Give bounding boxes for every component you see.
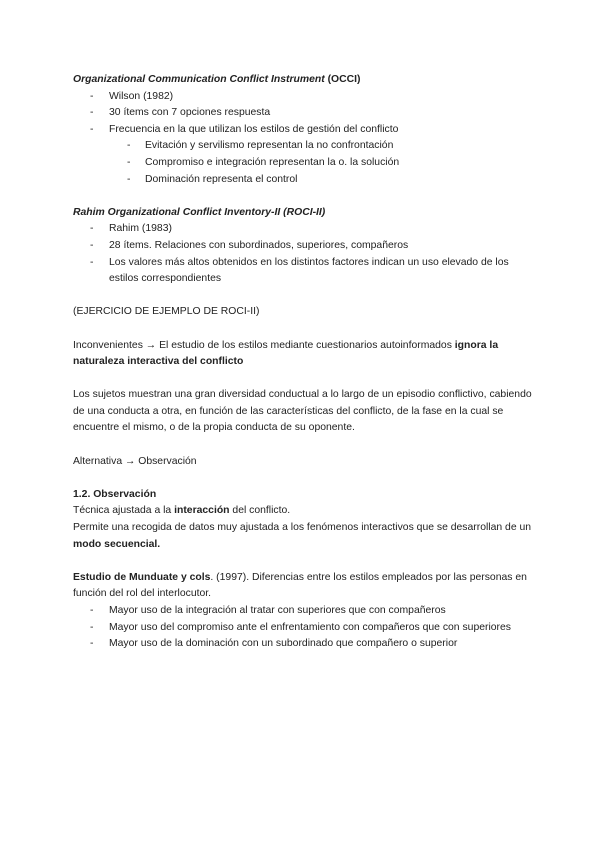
roci-list [73, 221, 533, 287]
alternativa-line: Alternativa → Observación [73, 455, 197, 467]
inconvenientes-text: Inconvenientes → El estudio de los estilos mediante cuestionarios autoinformados [73, 339, 455, 351]
roci-heading [73, 205, 533, 222]
bold-text: Estudio de Munduate y cols [73, 571, 211, 583]
list-item: - Los valores más altos obtenidos en los distintos factores indican un uso elevado de los estilos correspondientes [73, 255, 533, 288]
text: Permite una recogida de datos muy ajustada a los fenómenos interactivos que se desarrollan de un [73, 522, 532, 534]
inconvenientes-bold: ignora la naturaleza interactiva del conflicto [73, 339, 499, 368]
bold-text: interacción [174, 505, 230, 517]
occi-abbr: (OCCI) [324, 74, 361, 85]
text: del conflicto. [229, 505, 291, 517]
occi-list [73, 89, 533, 139]
list-item: - Mayor uso de la integración al tratar con superiores que con compañeros [73, 603, 533, 620]
observacion-heading [73, 487, 533, 504]
text: Técnica ajustada a la [73, 505, 175, 517]
bold-text: modo secuencial. [73, 538, 161, 550]
exercise-note: (EJERCICIO DE EJEMPLO DE ROCI-II) [73, 306, 260, 318]
sujetos-paragraph: Los sujetos muestran una gran diversidad conductual a lo largo de un episodio conflictivo, cabiendo de una conducta a otra, en función de las características del conflicto, de la fase en la cual se encuentre el mismo, o de la propia conducta de su oponente. [73, 389, 532, 434]
document-page [73, 72, 533, 653]
occi-heading [73, 72, 533, 89]
observacion-line1 [73, 503, 533, 520]
section-heading: 1.2. Observación [73, 488, 157, 500]
list-item: - Evitación y servilismo representan la no confrontación [73, 138, 533, 155]
occi-title: Organizational Communication Conflict Instrument [73, 74, 325, 85]
list-item: - Frecuencia en la que utilizan los estilos de gestión del conflicto [73, 122, 533, 139]
list-item: - Mayor uso del compromiso ante el enfrentamiento con compañeros que con superiores [73, 620, 533, 637]
list-item: - 30 ítems con 7 opciones respuesta [73, 105, 533, 122]
occi-sublist [73, 138, 533, 188]
list-item: - Dominación representa el control [73, 172, 533, 189]
list-item: - 28 ítems. Relaciones con subordinados, superiores, compañeros [73, 238, 533, 255]
text: . (1997). Diferencias entre los estilos empleados por las personas en función del rol del interlocutor. [73, 571, 527, 600]
estudio-list [73, 603, 533, 653]
inconvenientes-paragraph [73, 338, 533, 371]
list-item: - Compromiso e integración representan la o. la solución [73, 155, 533, 172]
estudio-paragraph [73, 570, 533, 603]
list-item: - Mayor uso de la dominación con un subordinado que compañero o superior [73, 636, 533, 653]
roci-title: Rahim Organizational Conflict Inventory-II (ROCI-II) [73, 206, 326, 218]
list-item: - Wilson (1982) [73, 89, 533, 106]
observacion-line2 [73, 520, 533, 553]
list-item: - Rahim (1983) [73, 221, 533, 238]
